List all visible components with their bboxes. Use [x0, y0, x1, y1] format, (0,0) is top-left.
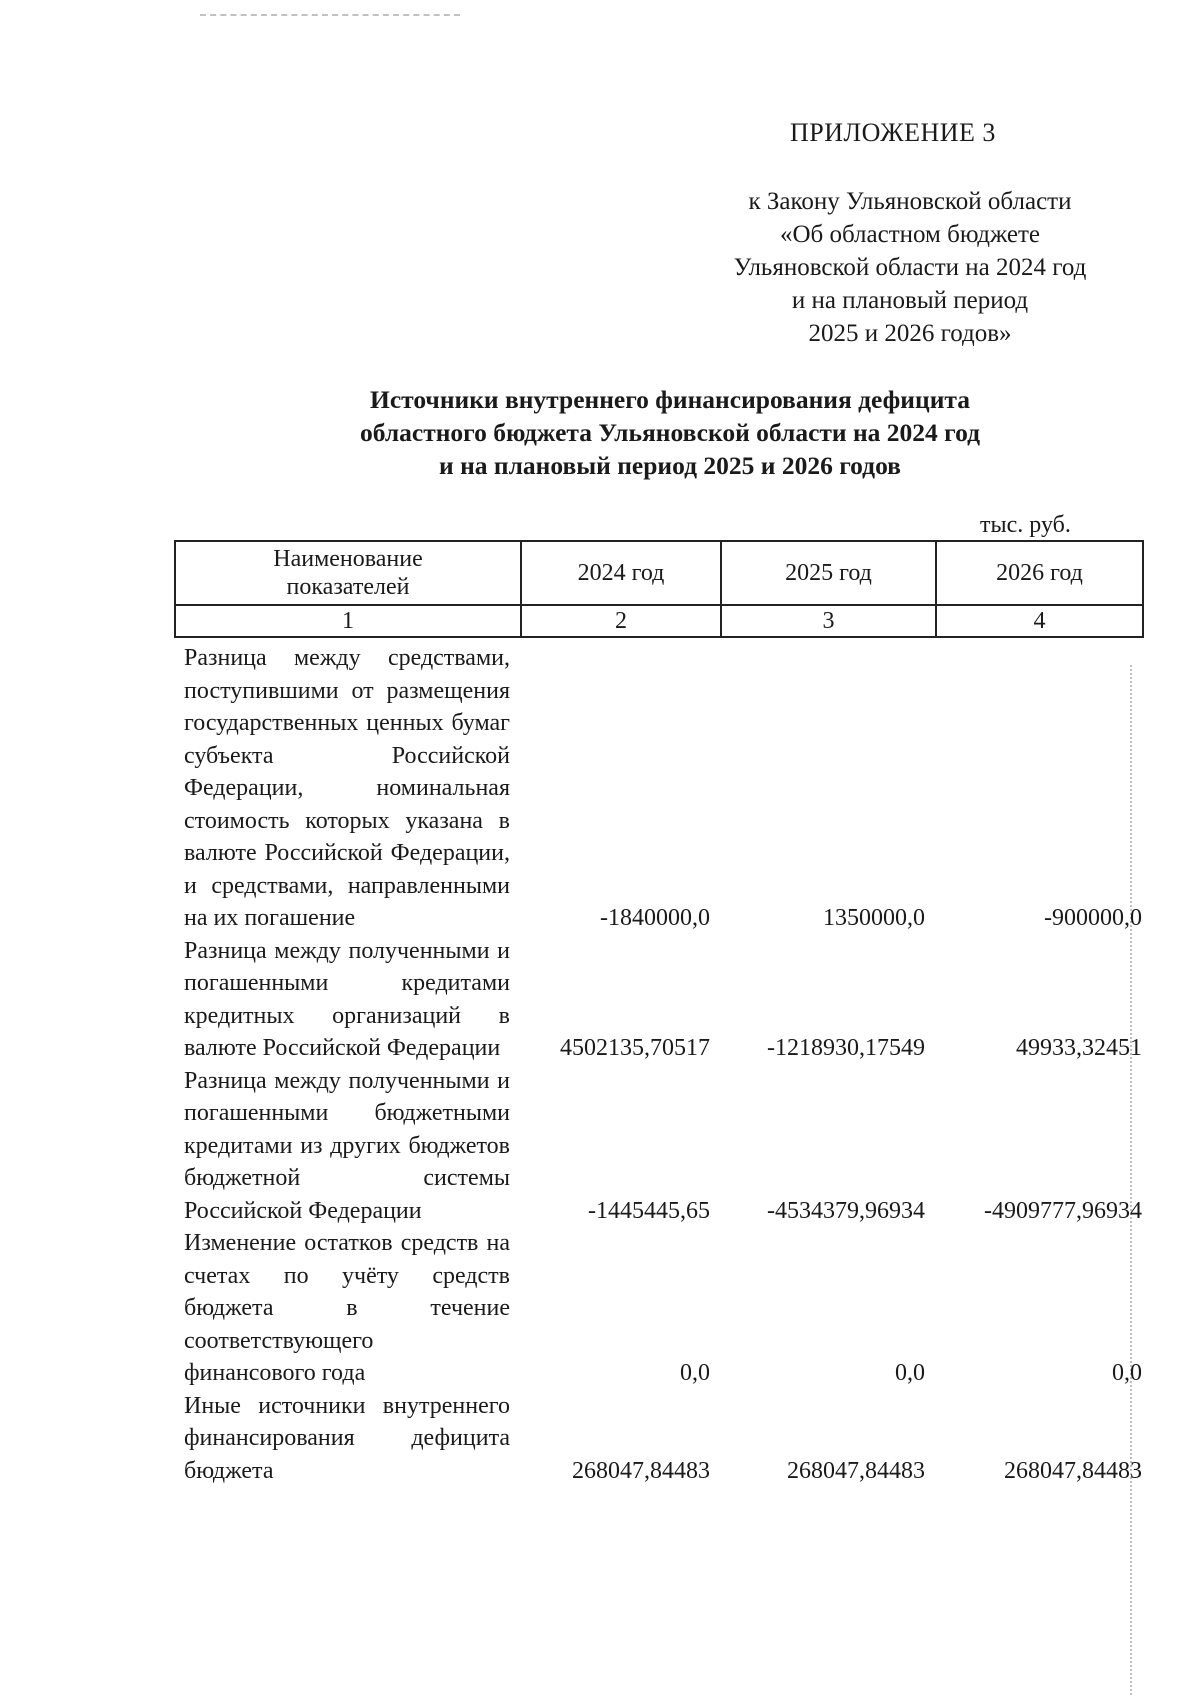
value-2025: -4534379,96934 [767, 1197, 925, 1224]
value-2025: 1350000,0 [823, 905, 925, 931]
table-row [174, 1390, 1142, 1488]
value-2024: 4502135,70517 [560, 1035, 710, 1061]
law-reference [690, 185, 1130, 350]
indicator-name: Разница между полученными и погашенными бюджетными кредитами из других бюджетов бюджетной системы Российской Федерации [184, 1067, 510, 1224]
document-title [250, 383, 1090, 482]
header-cell-2024: 2024 год [521, 541, 721, 605]
column-number: 2 [521, 605, 721, 637]
law-reference-line: «Об областном бюджете [779, 221, 1041, 248]
column-number: 4 [936, 605, 1143, 637]
value-2024: 0,0 [680, 1360, 710, 1386]
law-reference-line: Ульяновской области на 2024 год [733, 254, 1087, 281]
header-cell-2025: 2025 год [721, 541, 936, 605]
law-reference-line: 2025 и 2026 годов» [808, 320, 1012, 347]
law-reference-line: к Закону Ульяновской области [748, 188, 1072, 215]
units-label: тыс. руб. [980, 512, 1071, 538]
table-header [174, 540, 1144, 638]
indicator-name: Изменение остатков средств на счетах по учёту средств бюджета в течение соответствующего финансового года [184, 1230, 510, 1386]
column-number: 3 [721, 605, 936, 637]
column-number: 1 [175, 605, 521, 637]
indicator-name: Разница между средствами, поступившими от размещения государственных ценных бумаг субъекта Российской Федерации, номинальная стоимость которых указана в валюте Российской Федерации, и средствами, направленными на их погашение [184, 645, 510, 931]
header-cell-name: Наименование показателей [175, 541, 521, 605]
law-reference-line: и на плановый период [791, 287, 1029, 314]
value-2025: 0,0 [895, 1360, 925, 1386]
value-2024: -1445445,65 [588, 1197, 710, 1224]
scan-artifact [200, 14, 460, 19]
value-2024: 268047,84483 [572, 1457, 710, 1484]
indicator-name: Разница между полученными и погашенными кредитами кредитных организаций в валюте Российской Федерации [184, 937, 510, 1061]
table-row [174, 1065, 1142, 1228]
header-cell-2026: 2026 год [936, 541, 1143, 605]
value-2024: -1840000,0 [600, 905, 710, 931]
indicator-name: Иные источники внутреннего финансирования дефицита бюджета [184, 1392, 510, 1484]
document-title-line: областного бюджета Ульяновской области на 2024 год [359, 418, 981, 447]
value-2026: 49933,32451 [1016, 1035, 1142, 1061]
value-2026: -4909777,96934 [984, 1197, 1142, 1224]
document-title-line: и на плановый период 2025 и 2026 годов [439, 451, 901, 480]
financing-sources-table [174, 642, 1142, 1487]
value-2025: 268047,84483 [787, 1457, 925, 1484]
value-2026: 268047,84483 [1004, 1457, 1142, 1484]
appendix-title: ПРИЛОЖЕНИЕ 3 [790, 118, 996, 147]
value-2025: -1218930,17549 [767, 1035, 925, 1061]
table-row [174, 642, 1142, 935]
value-2026: -900000,0 [1044, 905, 1142, 931]
document-title-line: Источники внутреннего финансирования дефицита [370, 385, 970, 414]
value-2026: 0,0 [1112, 1360, 1142, 1386]
table-row [174, 1227, 1142, 1390]
table-row [174, 935, 1142, 1065]
